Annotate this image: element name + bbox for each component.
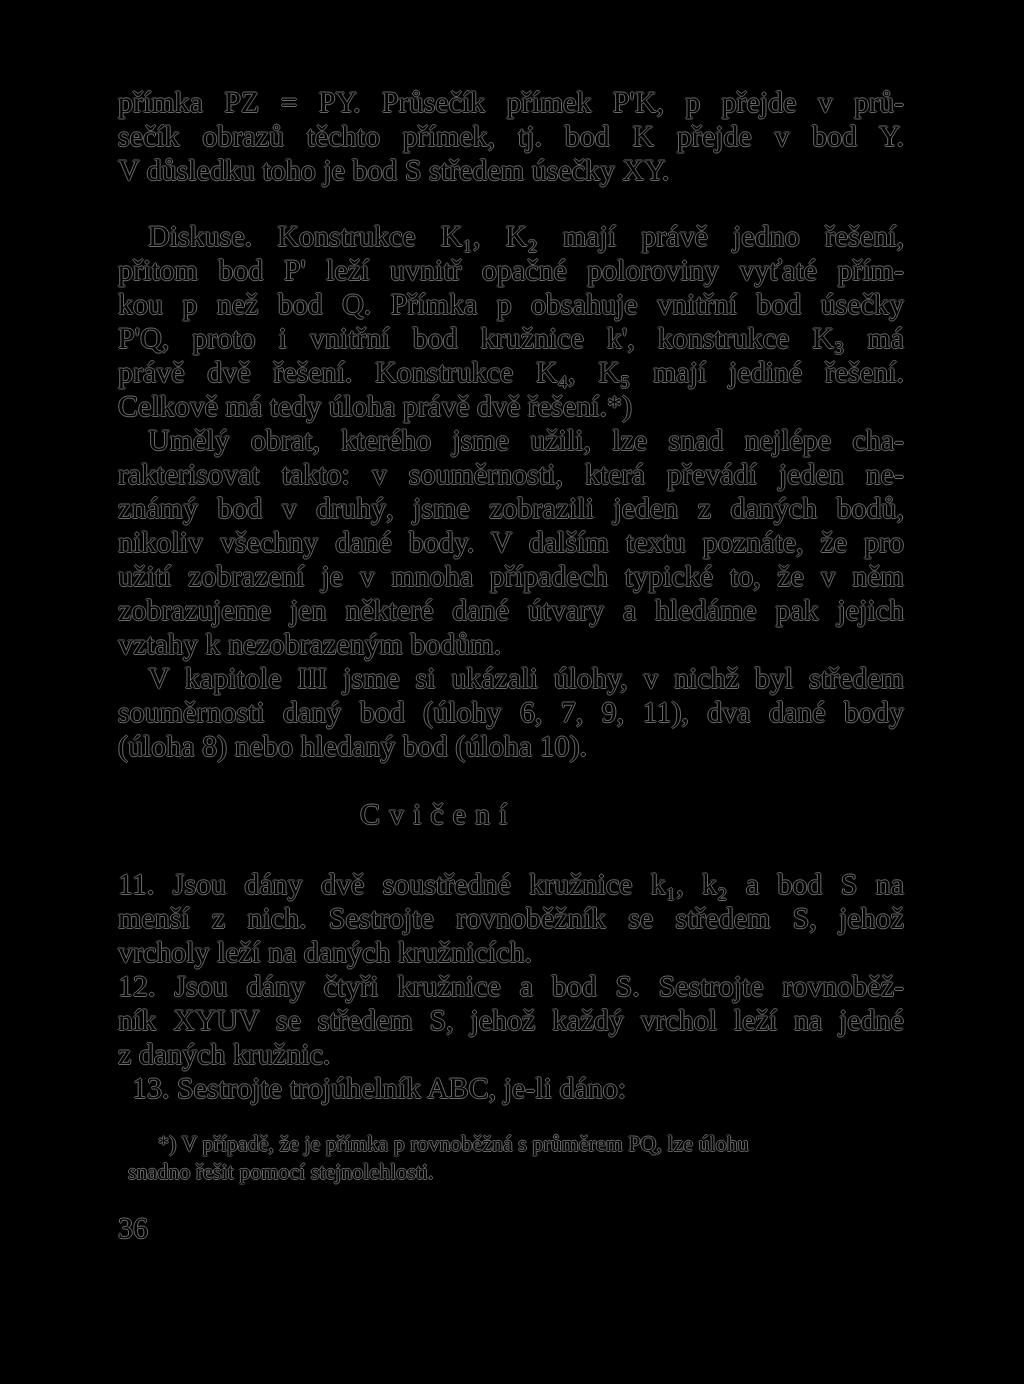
text-line: (úloha 8) nebo hledaný bod (úloha 10). <box>118 730 588 763</box>
text-line: souměrnosti daný bod (úlohy 6, 7, 9, 11), dva dané body <box>118 696 904 729</box>
text-line: přímka PZ = PY. Průsečík přímek P'K, p přejde v prů- <box>118 86 904 119</box>
exercise-line: menší z nich. Sestrojte rovnoběžník se středem S, jehož <box>118 902 904 935</box>
text-line: Celkově má tedy úloha právě dvě řešení.*) <box>118 390 632 423</box>
text-line: užití zobrazení je v mnoha případech typické to, že v něm <box>118 560 904 593</box>
text-line: V kapitole III jsme si ukázali úlohy, v nichž byl středem <box>148 662 904 695</box>
text-line: sečík obrazů těchto přímek, tj. bod K přejde v bod Y. <box>118 120 904 153</box>
text-line: kou p než bod Q. Přímka p obsahuje vnitřní bod úsečky <box>118 288 904 321</box>
text-line: Diskuse. Konstrukce K₁, K₂ mají právě jedno řešení, <box>148 220 904 253</box>
footnote-line: snadno řešit pomocí stejnolehlosti. <box>128 1159 434 1184</box>
exercise-line: vrcholy leží na daných kružnicích. <box>118 936 532 969</box>
text-line: rakterisovat takto: v souměrnosti, která převádí jeden ne- <box>118 458 904 491</box>
exercise-line: ník XYUV se středem S, jehož každý vrchol leží na jedné <box>118 1004 904 1037</box>
section-heading: Cvičení <box>360 798 517 831</box>
page-number: 36 <box>118 1212 148 1245</box>
text-line: přitom bod P' leží uvnitř opačné poloroviny vyťaté přím- <box>118 254 904 287</box>
text-line: známý bod v druhý, jsme zobrazili jeden z daných bodů, <box>118 492 904 525</box>
text-line: Umělý obrat, kterého jsme užili, lze snad nejlépe cha- <box>148 424 904 457</box>
footnote-line: *) V případě, že je přímka p rovnoběžná s průměrem PQ, lze úlohu <box>158 1131 749 1156</box>
text-line: právě dvě řešení. Konstrukce K₄, K₅ mají jediné řešení. <box>118 356 904 389</box>
text-line: P'Q, proto i vnitřní bod kružnice k', konstrukce K₃ má <box>118 322 904 355</box>
text-line: V důsledku toho je bod S středem úsečky XY. <box>118 154 670 187</box>
exercise-line: z daných kružnic. <box>118 1038 331 1071</box>
text-line: zobrazujeme jen některé dané útvary a hledáme pak jejich <box>118 594 904 627</box>
exercise-line: 13. Sestrojte trojúhelník ABC, je-li dáno: <box>132 1072 627 1105</box>
text-line: vztahy k nezobrazeným bodům. <box>118 628 502 661</box>
exercise-line: 12. Jsou dány čtyři kružnice a bod S. Sestrojte rovnoběž- <box>118 970 904 1003</box>
text-line: nikoliv všechny dané body. V dalším textu poznáte, že pro <box>118 526 904 559</box>
exercise-line: 11. Jsou dány dvě soustředné kružnice k₁, k₂ a bod S na <box>118 868 904 901</box>
